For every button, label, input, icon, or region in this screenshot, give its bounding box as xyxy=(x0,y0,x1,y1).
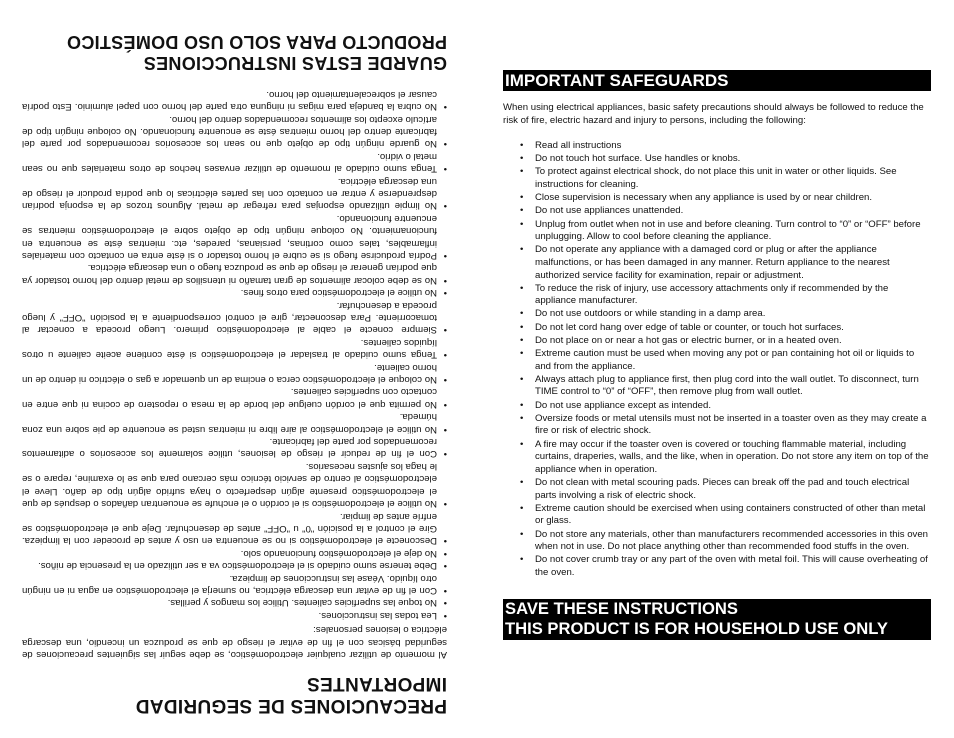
item-text: Do not cover crumb tray or any part of the oven with metal foil. This will cause overheating of the oven. xyxy=(535,554,928,578)
item-text: No utilice el electrodoméstico si el cordón o el enchufe se encuentran dañados o después de que el electrodoméstico presente algún desperfecto o haya sufrido algún tipo de daño. Lleve el electrodoméstico al centro de servicio técnico más cercano para que se lo examine, repare o se le haga los ajustes necesarios. xyxy=(22,460,437,510)
bullet: • xyxy=(443,448,447,460)
english-page xyxy=(503,0,933,738)
list-item xyxy=(22,298,447,335)
bullet: • xyxy=(520,412,524,424)
list-item xyxy=(503,529,931,554)
bullet: • xyxy=(520,554,524,566)
item-text: Read all instructions xyxy=(535,140,622,151)
bullet: • xyxy=(520,502,524,514)
list-item xyxy=(503,348,931,373)
spanish-footer-line2: PRODUCTO PARA SOLO USO DOMÉSTICO xyxy=(66,32,447,53)
spanish-content xyxy=(22,31,447,716)
list-item xyxy=(503,153,931,166)
bullet: • xyxy=(443,287,447,299)
bullet: • xyxy=(520,348,524,360)
bullet: • xyxy=(520,205,524,217)
bullet: • xyxy=(443,423,447,435)
list-item xyxy=(503,439,931,477)
item-text: Tenga sumo cuidado al trasladar el electrodoméstico si éste contiene aceite caliente u otros líquidos calientes. xyxy=(22,336,437,361)
bullet: • xyxy=(443,138,447,150)
bullet: • xyxy=(520,399,524,411)
item-text: A fire may occur if the toaster oven is covered or touching flammable material, including curtains, draperies, walls, and the like, when in operation. Do not store any item on top of the appliance when in operation. xyxy=(535,438,929,475)
item-text: Always attach plug to appliance first, then plug cord into the wall outlet. To disconnect, turn TIME control to “0” of “OFF”, then remove plug from wall outlet. xyxy=(535,373,919,398)
item-text: Extreme caution should be exercised when using containers constructed of other than metal or glass. xyxy=(535,502,926,527)
item-text: No toque las superficies calientes. Utilice los mangos y perillas. xyxy=(167,597,437,609)
list-item xyxy=(22,385,447,410)
bullet: • xyxy=(443,547,447,559)
list-item xyxy=(503,205,931,218)
list-item xyxy=(503,400,931,413)
bullet: • xyxy=(520,282,524,294)
item-text: No utilice el electrodoméstico para otros fines. xyxy=(240,287,437,299)
list-item xyxy=(503,374,931,399)
bullet: • xyxy=(443,163,447,175)
bullet: • xyxy=(520,321,524,333)
item-text: Extreme caution must be used when moving any pot or pan containing hot oil or liquids to and from the appliance. xyxy=(535,348,915,372)
list-item xyxy=(22,509,447,546)
item-text: Close supervision is necessary when any appliance is used by or near children. xyxy=(535,192,873,204)
list-item xyxy=(503,219,931,244)
list-item xyxy=(503,477,931,502)
item-text: Oversize foods or metal utensils must not be inserted in a toaster oven as they may create a fire or risk of electric shock. xyxy=(535,412,927,437)
item-text: Do not use appliances unattended. xyxy=(535,205,684,217)
item-text: Tenga sumo cuidado al momento de utilizar envases hechos de otros materiales que no sean metal o vidrio. xyxy=(22,150,437,175)
item-text: Do not use outdoors or while standing in a damp area. xyxy=(535,308,766,320)
spanish-title: PRECAUCIONES DE SEGURIDAD IMPORTANTES xyxy=(135,673,447,716)
list-item xyxy=(22,360,447,385)
item-text: Do not use appliance except as intended. xyxy=(535,399,712,411)
list-item xyxy=(503,322,931,335)
bullet: • xyxy=(443,349,447,361)
spanish-footer-line1: GUARDE ESTAS INSTRUCCIONES xyxy=(143,53,447,74)
item-text: Unplug from outlet when not in use and before cleaning. Turn control to “0” or “OFF” before unplugging. Allow to cool before cleaning the appliance. xyxy=(535,218,921,243)
bullet: • xyxy=(520,192,524,204)
list-item xyxy=(22,546,447,558)
english-intro: When using electrical appliances, basic safety precautions should always be followed to reduce the risk of fire, electric hazard and injury to persons, including the following: xyxy=(503,102,924,126)
bullet: • xyxy=(443,250,447,261)
bullet: • xyxy=(443,200,447,212)
list-item xyxy=(22,335,447,360)
item-text: Podría producirse fuego si se cubre el horno tostador o si éste entra en contacto con materiales inflamables, tales como cortinas, persianas, paredes, etc. mientras éste se encuentra en funcionamiento. No coloque ningún tipo de objeto sobre el electrodoméstico mientras se encuentre funcionando. xyxy=(22,212,437,261)
bullet: • xyxy=(520,528,524,540)
list-item xyxy=(22,286,447,298)
list-item xyxy=(503,413,931,438)
item-text: No utilice el electrodoméstico al aire libre ni mientras usted se encuentre de pie sobre una zona húmeda. xyxy=(22,411,437,435)
item-text: No coloque el electrodoméstico cerca o encima de un quemador a gas o eléctrico ni dentro de un horno caliente. xyxy=(22,361,437,386)
list-item xyxy=(503,554,931,579)
item-text: No deje el electrodoméstico funcionando solo. xyxy=(240,547,437,559)
spanish-footer xyxy=(22,31,447,73)
item-text: To protect against electrical shock, do not place this unit in water or other liquids. See instructions for cleaning. xyxy=(535,166,897,190)
list-item xyxy=(22,571,447,596)
list-item xyxy=(503,503,931,528)
item-text: Lea todas las instrucciones. xyxy=(318,609,437,621)
list-item xyxy=(503,140,931,153)
bullet: • xyxy=(443,324,447,336)
item-text: Do not clean with metal scouring pads. Pieces can break off the pad and touch electrical parts involving a risk of electric shock. xyxy=(535,476,910,501)
spanish-safeguards-list xyxy=(22,87,447,620)
bullet: • xyxy=(520,166,524,178)
item-text: No permita que el cordón cuelgue del borde de la mesa o repostero de cocina ni que entre en contacto con superficies calientes. xyxy=(22,386,437,410)
list-item xyxy=(503,308,931,321)
list-item xyxy=(22,559,447,571)
bullet: • xyxy=(443,560,447,572)
english-footer-line2: THIS PRODUCT IS FOR HOUSEHOLD USE ONLY xyxy=(505,619,888,638)
english-safeguards-list xyxy=(503,140,931,580)
list-item xyxy=(503,283,931,308)
bullet: • xyxy=(443,498,447,510)
list-item xyxy=(22,460,447,510)
item-text: No se debe colocar alimentos de gran tamaño ni utensilios de metal dentro del horno tostador ya que podrían generar el riesgo de que se produzca fuego o una descarga eléctrica. xyxy=(22,262,437,286)
bullet: • xyxy=(520,218,524,230)
list-item xyxy=(503,244,931,282)
bullet: • xyxy=(443,374,447,386)
bullet: • xyxy=(520,438,524,450)
item-text: Con el fin de evitar una descarga eléctrica, no sumerja el electrodoméstico en agua ni en ningún otro líquido. Véase las instrucciones de limpieza. xyxy=(22,572,437,596)
bullet: • xyxy=(520,153,524,165)
english-header: IMPORTANT SAFEGUARDS xyxy=(503,70,931,91)
list-item xyxy=(503,166,931,191)
list-item xyxy=(22,608,447,620)
bullet: • xyxy=(443,609,447,621)
list-item xyxy=(22,87,447,112)
item-text: No limpie utilizando esponjas para refregar de metal. Algunos trozos de la esponja podrían desprenderse y entrar en contacto con las partes eléctricas lo que podría producir el riesgo de una descarga eléctrica. xyxy=(22,175,437,212)
list-item xyxy=(22,211,447,261)
item-text: Do not touch hot surface. Use handles or knobs. xyxy=(535,153,741,165)
list-item xyxy=(22,112,447,149)
item-text: Do not let cord hang over edge of table or counter, or touch hot surfaces. xyxy=(535,321,844,333)
list-item xyxy=(22,410,447,435)
bullet: • xyxy=(443,535,447,547)
bullet: • xyxy=(443,274,447,286)
list-item xyxy=(503,335,931,348)
bullet: • xyxy=(520,334,524,346)
bullet: • xyxy=(520,244,524,256)
item-text: No guarde ningún tipo de objeto que no sean los accesorios recomendados por parte del fabricante dentro del horno mientras éste se encuentre funcionando. No coloque ningún tipo de artículo excepto los alimentos recomendados dentro del horno. xyxy=(22,113,437,150)
item-text: Do not operate any appliance with a damaged cord or plug or after the appliance malfunctions, or has been damaged in any manner. Return appliance to the nearest authorized service facility for examination, repair or adjustment. xyxy=(535,244,890,281)
item-text: Desconecte el electrodoméstico si no se encuentra en uso y antes de proceder con la limpieza. Gire el control a la posición "0" u "OFF" antes de desenchufar. Deje que el electrodoméstico se enfríe antes de limpiar. xyxy=(22,510,437,547)
list-item xyxy=(22,596,447,608)
bullet: • xyxy=(443,101,447,113)
bullet: • xyxy=(520,373,524,385)
item-text: Siempre conecte el cable al electrodoméstico primero. Luego proceda a conectar al tomacorriente. Para desconectar, gire el control correspondiente a la posición "OFF" y luego proceda a desenchufar. xyxy=(22,299,437,336)
list-item xyxy=(503,192,931,205)
item-text: Debe tenerse sumo cuidado si el electrodoméstico va a ser utilizado en la presencia de niños. xyxy=(38,560,437,572)
bullet: • xyxy=(443,597,447,609)
spanish-intro: Al momento de utilizar cualquier electrodoméstico, se debe seguir las siguientes precauciones de seguridad básicas con el fin de evitar el riesgo de que se produzca un incendio, una descarga eléctrica o lesiones personales: xyxy=(22,624,447,660)
bullet: • xyxy=(520,476,524,488)
list-item xyxy=(22,435,447,460)
item-text: To reduce the risk of injury, use accessory attachments only if recommended by the appliance manufacturer. xyxy=(535,282,889,307)
list-item xyxy=(22,174,447,211)
item-text: No cubra la bandeja para migas ni ninguna otra parte del horno con papel aluminio. Esto podría causar el sobrecalentamiento del horno. xyxy=(22,88,437,113)
list-item xyxy=(22,261,447,286)
item-text: Do not place on or near a hot gas or electric burner, or in a heated oven. xyxy=(535,334,842,346)
item-text: Con el fin de reducir el riesgo de lesiones, utilice solamente los accesorios o aditamentos recomendados por parte del fabricante. xyxy=(22,436,437,460)
english-footer-line1: SAVE THESE INSTRUCTIONS xyxy=(505,599,738,618)
english-footer xyxy=(503,599,931,640)
bullet: • xyxy=(520,308,524,320)
item-text: Do not store any materials, other than manufacturers recommended accessories in this oven when not in use. Do not place anything other than recommended food stuffs in the oven. xyxy=(535,528,929,553)
bullet: • xyxy=(443,398,447,410)
list-item xyxy=(22,149,447,174)
bullet: • xyxy=(443,584,447,596)
bullet: • xyxy=(520,140,524,151)
